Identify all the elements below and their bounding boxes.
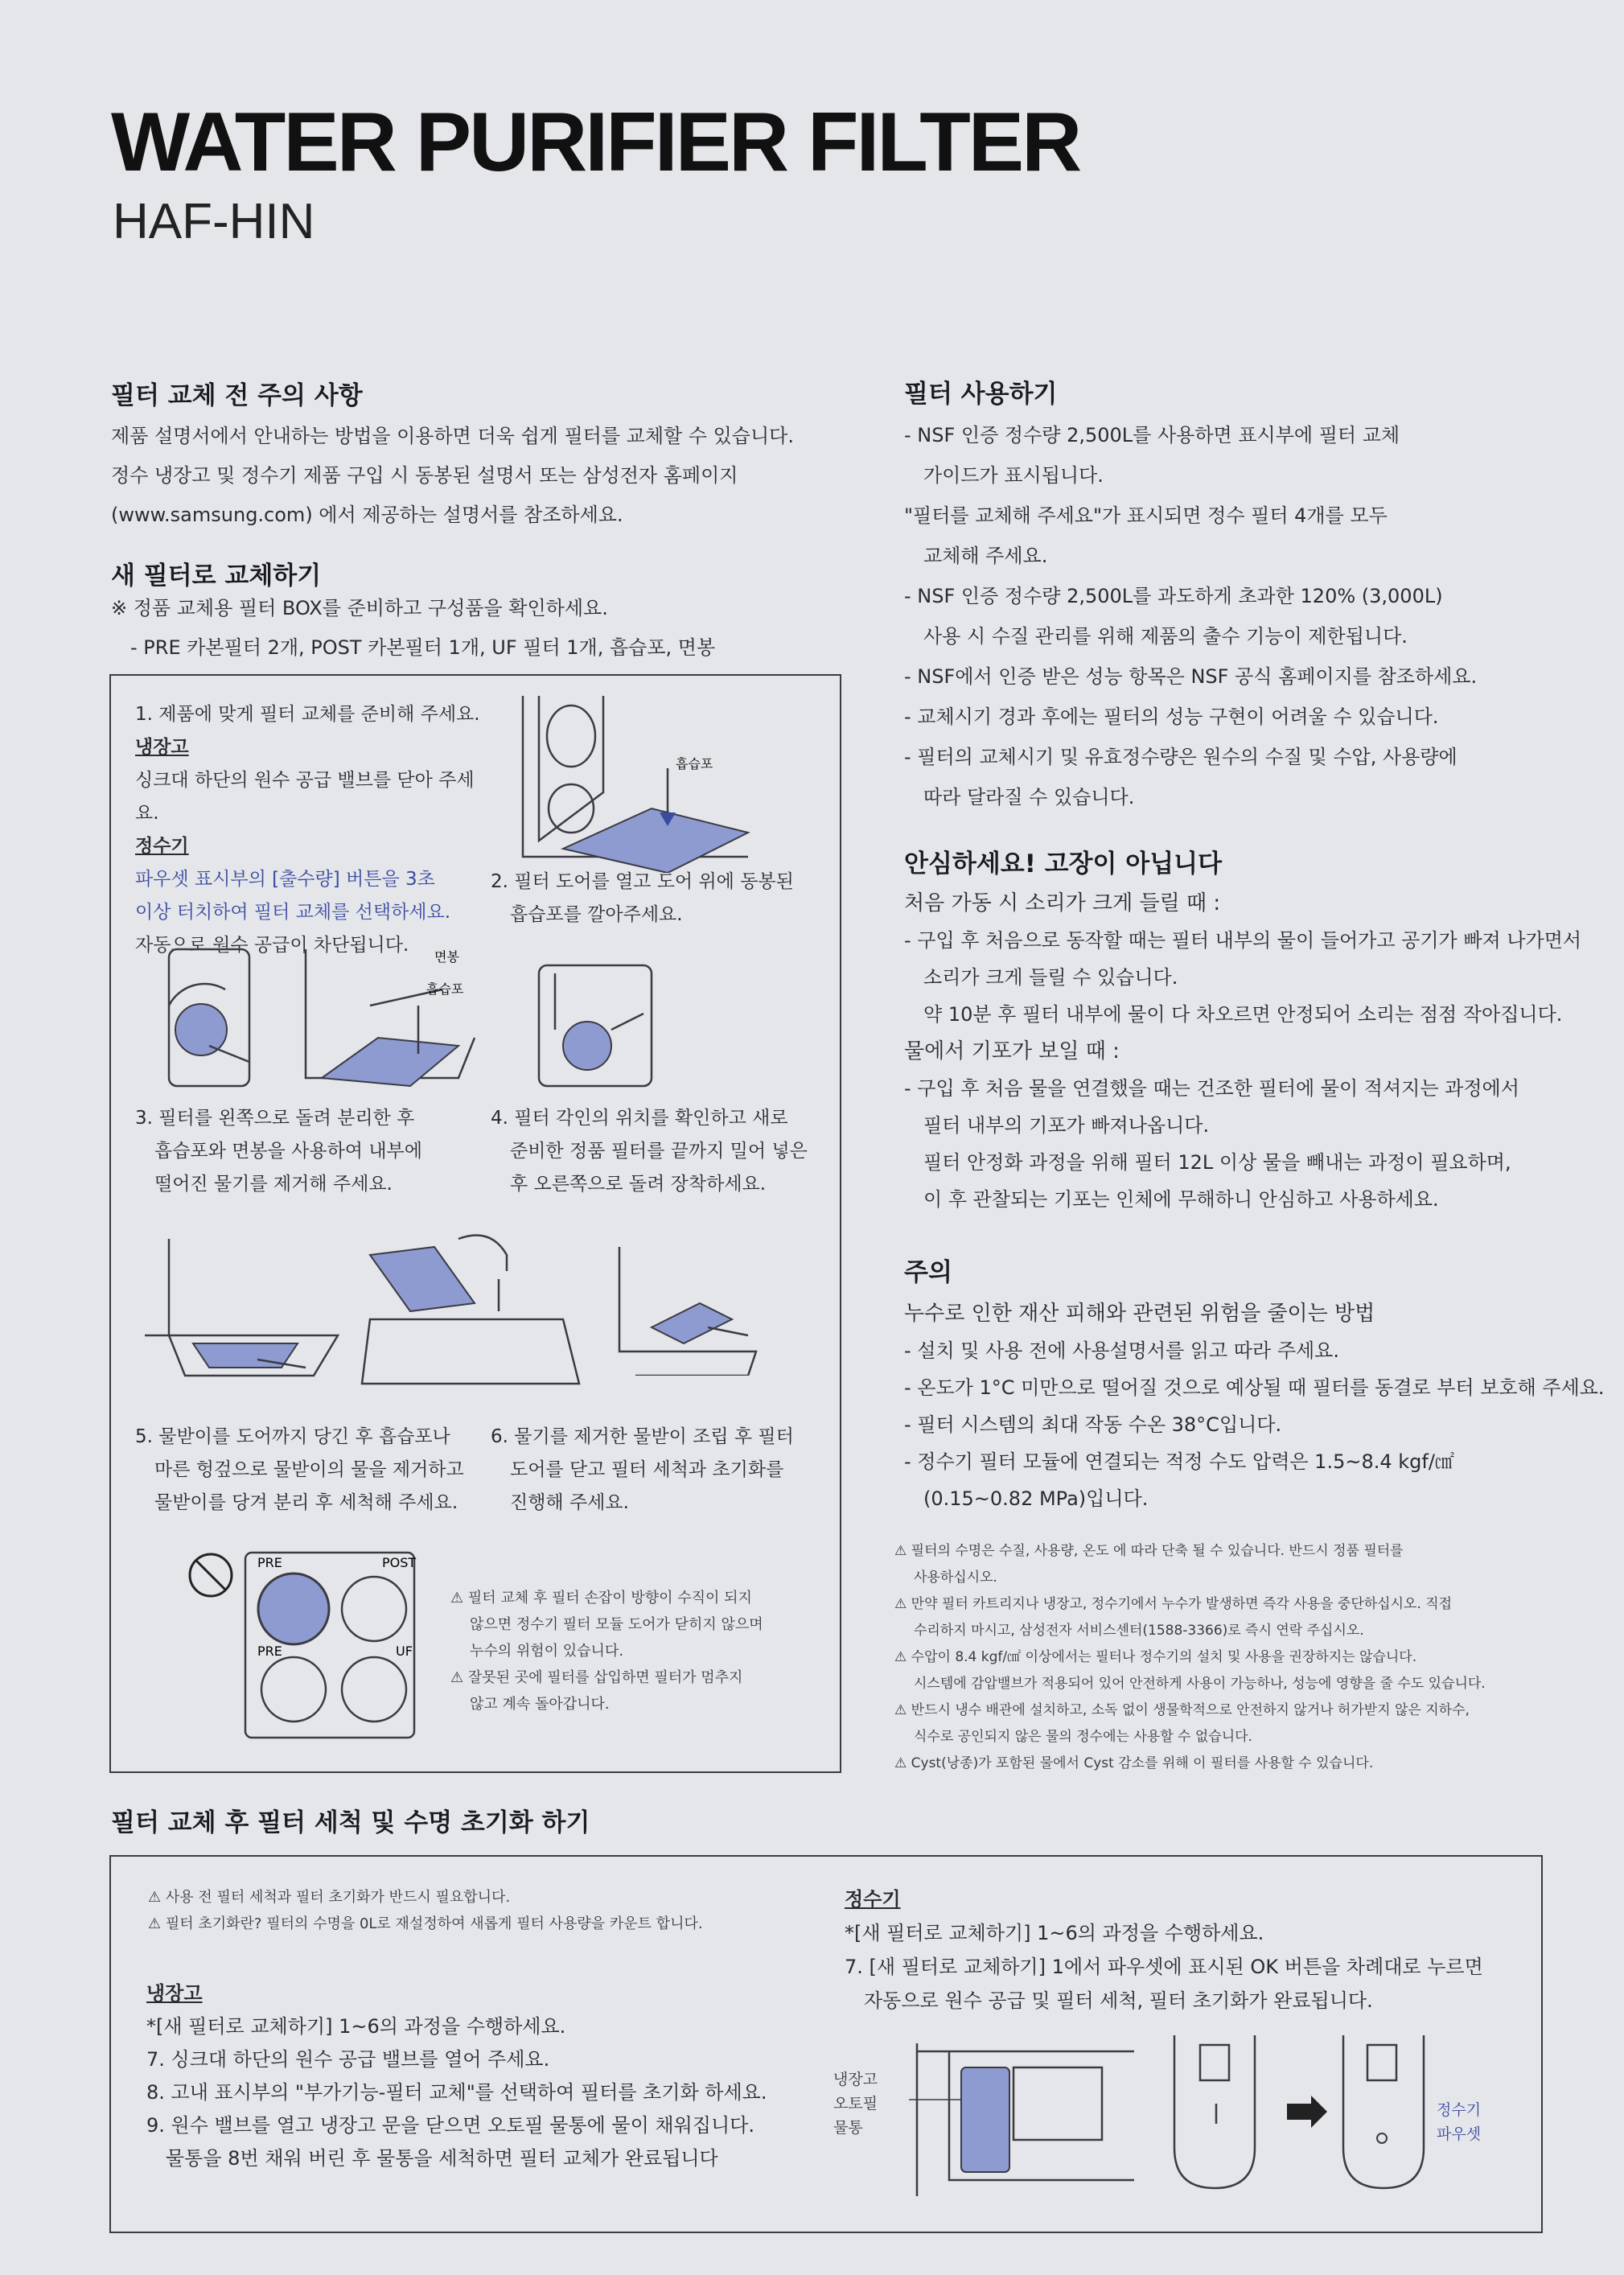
- autofill-label-line: 물통: [833, 2119, 863, 2137]
- after-warning: ⚠ 필터 초기화란? 필터의 수명을 0L로 재설정하여 새롭게 필터 사용량을 카운트 합니다.: [148, 1915, 703, 1932]
- step-6-line: 도어를 닫고 필터 세척과 초기화를: [510, 1459, 784, 1480]
- post-label: POST: [382, 1555, 417, 1570]
- after-purifier-line: 7. [새 필터로 교체하기] 1에서 파우셋에 표시된 OK 버튼을 차례대로 누르면: [845, 1956, 1483, 1978]
- usage-line: 가이드가 표시됩니다.: [923, 464, 1104, 487]
- noworry-line: - 구입 후 처음 물을 연결했을 때는 건조한 필터에 물이 적셔지는 과정에서: [904, 1077, 1519, 1100]
- swab-label: 면봉: [434, 949, 459, 965]
- step-3-line: 떨어진 물기를 제거해 주세요.: [154, 1174, 393, 1195]
- step-6-line: 6. 물기를 제거한 물받이 조립 후 필터: [491, 1426, 794, 1447]
- replace-items: - PRE 카본필터 2개, POST 카본필터 1개, UF 필터 1개, 흡습포, 면봉: [130, 636, 716, 659]
- warning-line: ⚠ 잘못된 곳에 필터를 삽입하면 필터가 멈추지: [450, 1669, 743, 1686]
- step-2: [491, 866, 828, 932]
- caution-sub: 누수로 인한 재산 피해와 관련된 위험을 줄이는 방법: [904, 1302, 1375, 1326]
- caution-warnings: [894, 1538, 1618, 1777]
- step-4-line: 후 오른쪽으로 돌려 장착하세요.: [510, 1174, 767, 1195]
- caution-line: - 설치 및 사용 전에 사용설명서를 읽고 따라 주세요.: [904, 1339, 1339, 1362]
- caution-warning: ⚠ Cyst(낭종)가 포함된 물에서 Cyst 감소를 위해 이 필터를 사용할 수 있습니다.: [894, 1755, 1374, 1771]
- step-3-line: 흡습포와 면봉을 사용하여 내부에: [154, 1141, 422, 1162]
- autofill-label-line: 오토필: [833, 2095, 878, 2112]
- step-1-purifier-line: 이상 터치하여 필터 교체를 선택하세요.: [135, 902, 451, 923]
- after-fridge-line: 9. 원수 밸브를 열고 냉장고 문을 닫으면 오토필 물통에 물이 채워집니다.: [146, 2114, 754, 2137]
- noworry-sub: 물에서 기포가 보일 때 :: [904, 1039, 1120, 1063]
- step-4-line: 준비한 정품 필터를 끝까지 밀어 넣은: [510, 1141, 808, 1162]
- precautions-line: (www.samsung.com) 에서 제공하는 설명서를 참조하세요.: [111, 504, 623, 526]
- warning-line: 않고 계속 돌아갑니다.: [470, 1696, 610, 1713]
- step-3-illustration-turn: [153, 941, 265, 1094]
- noworry-line: 약 10분 후 필터 내부에 물이 다 차오르면 안정되어 소리는 점점 작아집니다.: [923, 1003, 1563, 1026]
- caution-line: - 필터 시스템의 최대 작동 수온 38°C입니다.: [904, 1413, 1282, 1436]
- pre-label: PRE: [257, 1555, 282, 1570]
- usage-text: [904, 415, 1612, 817]
- usage-line: - 필터의 교체시기 및 유효정수량은 원수의 수질 및 수압, 사용량에: [904, 746, 1457, 768]
- autofill-illustration: [901, 2035, 1142, 2204]
- usage-line: "필터를 교체해 주세요"가 표시되면 정수 필터 4개를 모두: [904, 504, 1388, 527]
- noworry-line: 소리가 크게 들릴 수 있습니다.: [923, 966, 1178, 989]
- usage-line: - 교체시기 경과 후에는 필터의 성능 구현이 어려울 수 있습니다.: [904, 706, 1439, 728]
- after-purifier-line: *[새 필터로 교체하기] 1~6의 과정을 수행하세요.: [845, 1922, 1264, 1944]
- step-2-line: 2. 필터 도어를 열고 도어 위에 동봉된: [491, 871, 794, 892]
- caution-warning: ⚠ 만약 필터 카트리지나 냉장고, 정수기에서 누수가 발생하면 즉각 사용을 중단하십시오. 직접: [894, 1596, 1453, 1612]
- usage-line: - NSF 인증 정수량 2,500L를 사용하면 표시부에 필터 교체: [904, 424, 1400, 446]
- autofill-label-line: 냉장고: [833, 2071, 878, 2088]
- after-purifier-label: 정수기: [845, 1888, 901, 1911]
- after-warnings: [148, 1884, 872, 1937]
- replace-note: ※ 정품 교체용 필터 BOX를 준비하고 구성품을 확인하세요.: [111, 597, 608, 619]
- step-6-line: 진행해 주세요.: [510, 1492, 629, 1513]
- precautions-text: [111, 417, 875, 535]
- model-number: HAF-HIN: [113, 194, 315, 249]
- noworry-line: 필터 내부의 기포가 빠져나옵니다.: [923, 1114, 1210, 1137]
- noworry-heading: 안심하세요! 고장이 아닙니다: [904, 850, 1223, 878]
- caution-warning: 시스템에 감압밸브가 적용되어 있어 안전하게 사용이 가능하나, 성능에 영향을 줄 수도 있습니다.: [914, 1676, 1486, 1692]
- pad-label: 흡습포: [426, 981, 464, 997]
- step-3-illustration-wipe: [298, 941, 483, 1094]
- caution-heading: 주의: [904, 1258, 952, 1287]
- caution-warning: ⚠ 필터의 수명은 수질, 사용량, 온도 에 따라 단축 될 수 있습니다. 반드시 정품 필터를: [894, 1543, 1404, 1559]
- usage-line: - NSF에서 인증 받은 성능 항목은 NSF 공식 홈페이지를 참조하세요.: [904, 665, 1478, 688]
- step-6-illustration: [603, 1239, 764, 1376]
- caution-warning: 사용하십시오.: [914, 1569, 997, 1586]
- warning-line: 누수의 위험이 있습니다.: [470, 1643, 624, 1660]
- step-2-line: 흡습포를 깔아주세요.: [510, 904, 683, 925]
- after-fridge-line: 7. 싱크대 하단의 원수 공급 밸브를 열어 주세요.: [146, 2048, 550, 2071]
- pre-label: PRE: [257, 1644, 282, 1659]
- faucet-label-line: 파우셋: [1437, 2125, 1482, 2143]
- caution-line: - 온도가 1°C 미만으로 떨어질 것으로 예상될 때 필터를 동결로 부터 보호해 주세요.: [904, 1376, 1605, 1399]
- after-fridge-line: 8. 고내 표시부의 "부가기능-필터 교체"를 선택하여 필터를 초기화 하세요.: [146, 2081, 767, 2104]
- after-fridge: [146, 1977, 854, 2175]
- step-5-illustration-wash: [354, 1223, 587, 1392]
- caution-text: [904, 1295, 1612, 1517]
- page-title: WATER PURIFIER FILTER: [111, 96, 1080, 189]
- noworry-line: 이 후 관찰되는 기포는 인체에 무해하니 안심하고 사용하세요.: [923, 1188, 1439, 1211]
- warning-line: 않으면 정수기 필터 모듈 도어가 닫히지 않으며: [470, 1616, 763, 1633]
- step-2-illustration: [507, 688, 764, 873]
- replace-text: [111, 589, 875, 668]
- step-3-line: 3. 필터를 왼쪽으로 돌려 분리한 후: [135, 1108, 415, 1129]
- step-5-line: 5. 물받이를 도어까지 당긴 후 흡습포나: [135, 1426, 450, 1447]
- after-purifier-line: 자동으로 원수 공급 및 필터 세척, 필터 초기화가 완료됩니다.: [864, 1989, 1373, 2012]
- uf-label: UF: [396, 1644, 413, 1659]
- replace-heading: 새 필터로 교체하기: [111, 562, 322, 590]
- step-1-purifier-line: 자동으로 원수 공급이 차단됩니다.: [135, 935, 409, 956]
- usage-line: - NSF 인증 정수량 2,500L를 과도하게 초과한 120% (3,000L): [904, 585, 1443, 607]
- step-5-illustration-tray: [137, 1231, 346, 1384]
- step-5: [135, 1421, 481, 1520]
- step-5-line: 물받이를 당겨 분리 후 세척해 주세요.: [154, 1492, 458, 1513]
- step-1-fridge-label: 냉장고: [135, 737, 189, 758]
- after-fridge-label: 냉장고: [146, 1982, 203, 2005]
- step-4-line: 4. 필터 각인의 위치를 확인하고 새로: [491, 1108, 788, 1129]
- step-4: [491, 1102, 837, 1201]
- step-1-fridge-text: 싱크대 하단의 원수 공급 밸브를 닫아 주세요.: [135, 770, 475, 824]
- noworry-line: - 구입 후 처음으로 동작할 때는 필터 내부의 물이 들어가고 공기가 빠져 나가면서: [904, 929, 1582, 952]
- noworry-sub: 처음 가동 시 소리가 크게 들릴 때 :: [904, 891, 1221, 915]
- caution-line: (0.15~0.82 MPa)입니다.: [923, 1487, 1149, 1510]
- usage-line: 교체해 주세요.: [923, 545, 1048, 567]
- autofill-label: [833, 2067, 878, 2140]
- usage-line: 사용 시 수질 관리를 위해 제품의 출수 기능이 제한됩니다.: [923, 625, 1408, 648]
- pad-label: 흡습포: [676, 756, 713, 771]
- caution-warning: ⚠ 반드시 냉수 배관에 설치하고, 소독 없이 생물학적으로 안전하지 않거나 허가받지 않은 지하수,: [894, 1702, 1470, 1718]
- precautions-line: 정수 냉장고 및 정수기 제품 구입 시 동봉된 설명서 또는 삼성전자 홈페이지: [111, 464, 738, 487]
- warning-line: ⚠ 필터 교체 후 필터 손잡이 방향이 수직이 되지: [450, 1590, 752, 1606]
- step-6: [491, 1421, 837, 1520]
- step-4-illustration: [507, 957, 668, 1094]
- step-1-purifier-label: 정수기: [135, 836, 189, 857]
- precautions-heading: 필터 교체 전 주의 사항: [111, 381, 363, 410]
- faucet-illustration: [1166, 2027, 1432, 2196]
- step-1-purifier-line: 파우셋 표시부의 [출수량] 버튼을 3초: [135, 869, 435, 890]
- after-warning: ⚠ 사용 전 필터 세척과 필터 초기화가 반드시 필요합니다.: [148, 1889, 511, 1906]
- caution-warning: 수리하지 마시고, 삼성전자 서비스센터(1588-3366)로 즉시 연락 주십시오.: [914, 1623, 1364, 1639]
- step-5-line: 마른 헝겊으로 물받이의 물을 제거하고: [154, 1459, 464, 1480]
- faucet-label-line: 정수기: [1437, 2101, 1482, 2119]
- faucet-label: [1437, 2098, 1481, 2146]
- usage-heading: 필터 사용하기: [904, 380, 1058, 409]
- caution-warning: ⚠ 수압이 8.4 kgf/㎠ 이상에서는 필터나 정수기의 설치 및 사용을 권장하지는 않습니다.: [894, 1649, 1417, 1665]
- after-purifier: [845, 1882, 1536, 2018]
- install-warnings: [450, 1585, 828, 1718]
- usage-line: 따라 달라질 수 있습니다.: [923, 786, 1135, 808]
- step-3: [135, 1102, 473, 1201]
- step-1-title: 1. 제품에 맞게 필터 교체를 준비해 주세요.: [135, 704, 480, 725]
- noworry-line: 필터 안정화 과정을 위해 필터 12L 이상 물을 빼내는 과정이 필요하며,: [923, 1151, 1511, 1174]
- after-heading: 필터 교체 후 필터 세척 및 수명 초기화 하기: [111, 1808, 590, 1837]
- caution-line: - 정수기 필터 모듈에 연결되는 적정 수도 압력은 1.5~8.4 kgf/㎠: [904, 1450, 1454, 1473]
- after-fridge-line: 물통을 8번 채워 버린 후 물통을 세척하면 필터 교체가 완료됩니다: [166, 2147, 718, 2170]
- arrow-right-icon: [1287, 2096, 1327, 2128]
- noworry-text: [904, 885, 1612, 1218]
- after-fridge-line: *[새 필터로 교체하기] 1~6의 과정을 수행하세요.: [146, 2015, 566, 2038]
- step-1: [135, 698, 489, 962]
- precautions-line: 제품 설명서에서 안내하는 방법을 이용하면 더욱 쉽게 필터를 교체할 수 있습니다.: [111, 425, 794, 447]
- wrong-install-illustration: [185, 1545, 426, 1754]
- caution-warning: 식수로 공인되지 않은 물의 정수에는 사용할 수 없습니다.: [914, 1729, 1252, 1745]
